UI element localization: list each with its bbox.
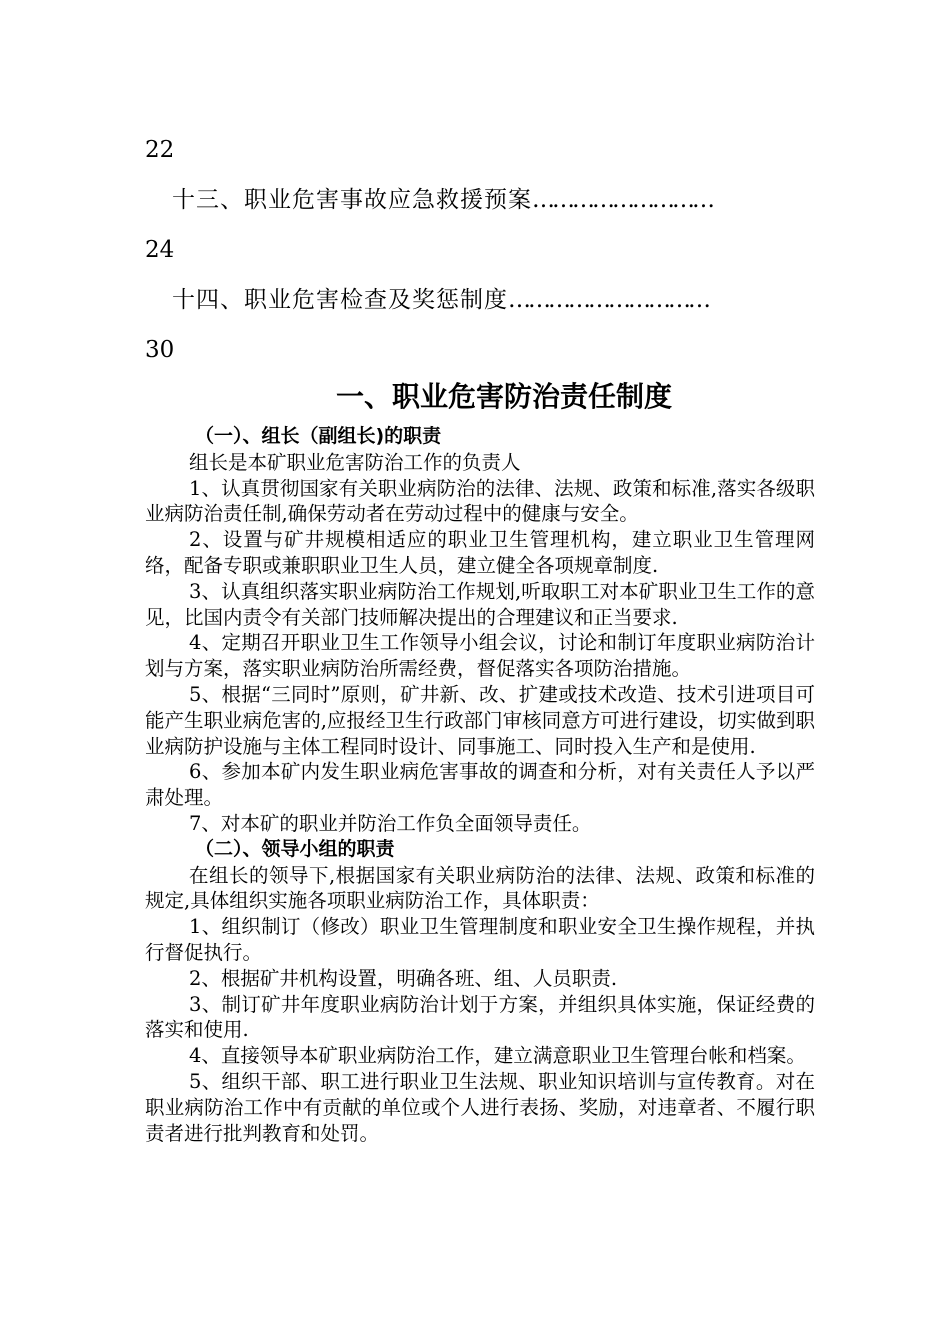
- toc-page-number: 30: [145, 337, 175, 363]
- paragraph: 5、组织干部、职工进行职业卫生法规、职业知识培训与宣传教育。对在职业病防治工作中有贡献的单位或个人进行表扬、奖励，对违章者、不履行职责者进行批判教育和处罚。: [145, 1069, 815, 1145]
- subsection-heading: （一）、组长（副组长)的职责: [195, 425, 442, 447]
- toc-page-number: 24: [145, 237, 175, 263]
- document-body: [145, 424, 815, 1146]
- toc-entry: [172, 286, 708, 314]
- section-title: 一、职业危害防治责任制度: [335, 380, 672, 413]
- toc-leader-dots: ………………………: [532, 187, 712, 213]
- paragraph: 7、对本矿的职业并防治工作负全面领导责任。: [189, 811, 592, 835]
- paragraph: 在组长的领导下,根据国家有关职业病防治的法律、法规、政策和标准的规定,具体组织实施各项职业病防治工作，具体职责：: [145, 863, 815, 913]
- toc-entry-text: 十四、职业危害检查及奖惩制度: [172, 287, 508, 313]
- paragraph: 4、直接领导本矿职业病防治工作，建立满意职业卫生管理台帐和档案。: [189, 1044, 806, 1068]
- paragraph: 3、制订矿井年度职业病防治计划于方案，并组织具体实施，保证经费的落实和使用.: [145, 992, 815, 1042]
- toc-page-number: 22: [145, 137, 175, 163]
- paragraph: 6、参加本矿内发生职业病危害事故的调查和分析，对有关责任人予以严肃处理。: [145, 760, 815, 810]
- paragraph: 组长是本矿职业危害防治工作的负责人: [189, 450, 521, 474]
- paragraph: 1、组织制订（修改）职业卫生管理制度和职业安全卫生操作规程，并执行督促执行。: [145, 915, 815, 964]
- toc-leader-dots: …………………………: [508, 287, 708, 313]
- toc-entry: [172, 186, 712, 214]
- subsection-heading: （二）、领导小组的职责: [195, 837, 395, 860]
- paragraph: 4、定期召开职业卫生工作领导小组会议，讨论和制订年度职业病防治计划与方案，落实职业病防治所需经费，督促落实各项防治措施。: [145, 631, 815, 681]
- paragraph: 3、认真组织落实职业病防治工作规划,听取职工对本矿职业卫生工作的意见，比国内责令有关部门技师解决提出的合理建议和正当要求.: [145, 579, 815, 629]
- paragraph: 2、设置与矿井规模相适应的职业卫生管理机构，建立职业卫生管理网络，配备专职或兼职职业卫生人员，建立健全各项规章制度.: [145, 528, 815, 577]
- paragraph: 5、根据“三同时”原则，矿井新、改、扩建或技术改造、技术引进项目可能产生职业病危害的,应报经卫生行政部门审核同意方可进行建设，切实做到职业病防护设施与主体工程同时设计、同事施工、同时投入生产和是使用.: [145, 682, 815, 758]
- toc-entry-text: 十三、职业危害事故应急救援预案: [172, 187, 532, 213]
- paragraph: 2、根据矿井机构设置，明确各班、组、人员职责.: [189, 966, 618, 990]
- paragraph: 1、认真贯彻国家有关职业病防治的法律、法规、政策和标准,落实各级职业病防治责任制,确保劳动者在劳动过程中的健康与安全。: [145, 476, 815, 526]
